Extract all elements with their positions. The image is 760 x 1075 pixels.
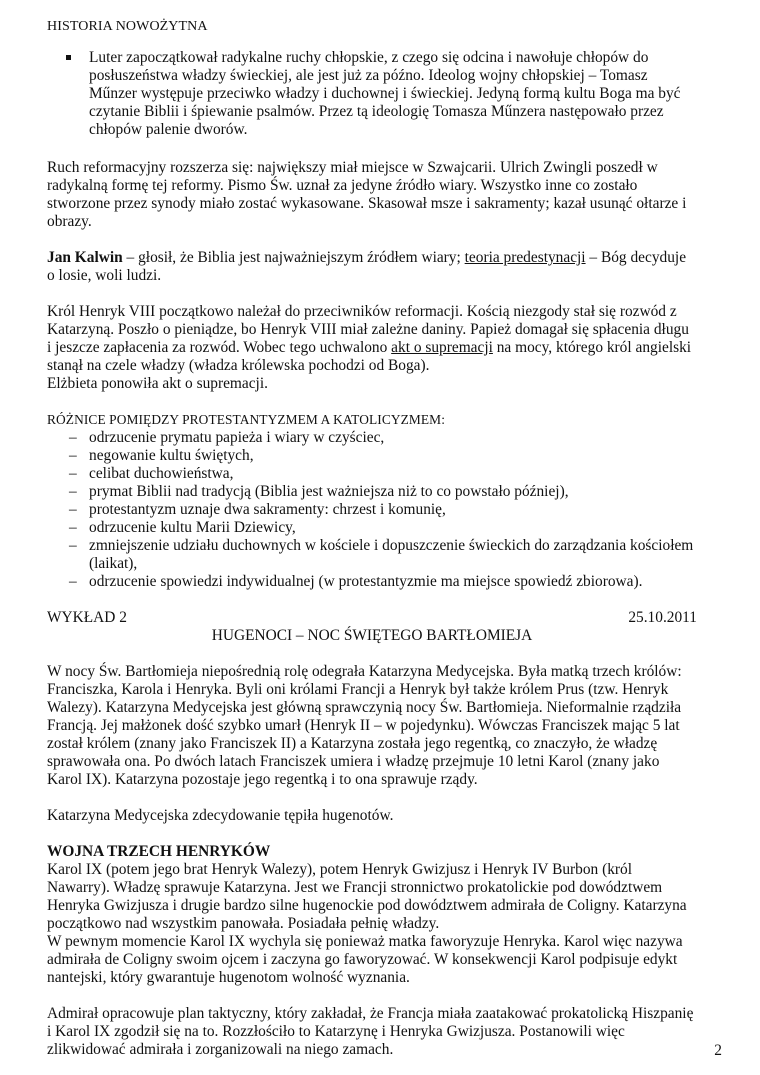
paragraph-zwingli: Ruch reformacyjny rozszerza się: największy miał miejsce w Szwajcarii. Ulrich Zwingli poszedł w radykalną formę tej reformy. Pismo Św. uznał za jedyne źródło wiary. Wszystko inne co zostało stworzone przez synody miało zostać wykasowane. Skasował msze i sakramenty; kazał usunąć ołtarze i obrazy. xyxy=(47,159,687,230)
kalwin-text-2: – Bóg decyduje o losie, woli ludzi. xyxy=(47,249,687,284)
dash-bullet-icon: – xyxy=(69,447,77,464)
war-heading-text: WOJNA TRZECH HENRYKÓW xyxy=(47,843,271,860)
dash-bullet-icon: – xyxy=(69,483,77,500)
list-item xyxy=(47,49,697,139)
dash-bullet-icon: – xyxy=(69,537,77,554)
lecture-title: HUGENOCI – NOC ŚWIĘTEGO BARTŁOMIEJA xyxy=(211,627,533,644)
list-item xyxy=(47,501,697,519)
list-item xyxy=(47,429,697,447)
intro-bullet-text: Luter zapoczątkował radykalne ruchy chłopskie, z czego się odcina i nawołuje chłopów do posłuszeństwa władzy świeckiej, ale jest już za późno. Ideolog wojny chłopskiej – Tomasz Műnzer występuje przeciwko władzy i duchownej i świeckiej. Jedyną formą kultu Boga ma być czytanie Biblii i śpiewanie psalmów. Przez tą ideologię Tomasza Műnzera następowało przez chłopów palenie dworów. xyxy=(89,49,681,138)
list-item xyxy=(47,573,697,591)
lecture-header-row xyxy=(47,609,697,627)
difference-text: odrzucenie spowiedzi indywidualnej (w protestantyzmie ma miejsce spowiedź zbiorowa). xyxy=(89,573,643,590)
difference-text: negowanie kultu świętych, xyxy=(89,447,254,464)
intro-bullet-list xyxy=(47,49,697,139)
lecture-label: WYKŁAD 2 xyxy=(47,609,127,626)
supremacy-act-link: akt o supremacji xyxy=(391,339,493,356)
dash-bullet-icon: – xyxy=(69,519,77,536)
paragraph-war-2: W pewnym momencie Karol IX wychyla się ponieważ matka faworyzuje Henryka. Karol więc nazywa admirała de Coligny swoim ojcem i zaczyna go faworyzować. W konsekwencji Karol podpisuje edykt nantejski, który gwarantuje hugenotom wolność wyznania. xyxy=(47,933,683,986)
kalwin-text-1: – głosił, że Biblia jest najważniejszym źródłem wiary; xyxy=(122,249,465,266)
square-bullet-icon xyxy=(66,55,71,60)
differences-list xyxy=(47,429,697,591)
dash-bullet-icon: – xyxy=(69,501,77,518)
henryk-text-1: Król Henryk VIII początkowo należał do przeciwników reformacji. Kością niezgody stał się rozwód z Katarzyną. Poszło o pieniądze, bo Henryk VIII miał zależne daniny. Papież domagał się spłacenia długu i jeszcze zapłacenia za rozwód. Wobec tego uchwalono xyxy=(47,303,689,356)
page-number: 2 xyxy=(714,1042,722,1059)
predestination-link: teoria predestynacji xyxy=(464,249,586,266)
paragraph-katarzyna: W nocy Św. Bartłomieja niepośrednią rolę odegrała Katarzyna Medycejska. Była matką trzech królów: Franciszka, Karola i Henryka. Byli oni królami Francji a Henryk był także królem Prus (tzw. Henryk Walezy). Katarzyna Medycejska jest główną sprawczynią nocy Św. Bartłomieja. Nieformalnie rządziła Francją. Jej małżonek dość szybko umarł (Henryk II – w pojedynku). Wówczas Franciszek mając 5 lat został królem (znany jako Franciszek II) a Katarzyna została jego regentką, co znaczyło, że władzę sprawowała ona. Po dwóch latach Franciszek umiera i władzę przejmuje 10 letni Karol (znany jako Karol IX). Katarzyna pozostaje jego regentką i to ona sprawuje rządy. xyxy=(47,663,682,788)
paragraph-admiral: Admirał opracowuje plan taktyczny, który zakładał, że Francja miała zaatakować prokatolicką Hiszpanię i Karol IX zgodził się na to. Rozzłościło to Katarzynę i Henryka Gwizjusza. Postanowili więc zlikwidować admirała i zorganizowali na niego zamach. xyxy=(47,1005,694,1058)
list-item xyxy=(47,483,697,501)
kalwin-name: Jan Kalwin xyxy=(47,249,123,266)
paragraph-kalwin xyxy=(47,249,697,285)
difference-text: odrzucenie prymatu papieża i wiary w czyściec, xyxy=(89,429,385,446)
list-item xyxy=(47,537,697,573)
paragraph-henryk xyxy=(47,303,697,375)
henryk-text-2: na mocy, którego król angielski stanął na czele władzy (władza królewska pochodzi od Boga). xyxy=(47,339,692,374)
difference-text: prymat Biblii nad tradycją (Biblia jest ważniejsza niż to co powstało później), xyxy=(89,483,569,500)
dash-bullet-icon: – xyxy=(69,573,77,590)
list-item xyxy=(47,465,697,483)
paragraph-war-1: Karol IX (potem jego brat Henryk Walezy), potem Henryk Gwizjusz i Henryk IV Burbon (król Nawarry). Władzę sprawuje Katarzyna. Jest we Francji stronnictwo prokatolickie pod dowództwem Henryka Gwizjusza i drugie bardzo silne hugenockie pod dowództwem admirała de Coligny. Katarzyna początkowo nad wszystkim panowała. Posiadała pełnię władzy. xyxy=(47,861,687,932)
document-page xyxy=(47,18,697,1059)
difference-text: celibat duchowieństwa, xyxy=(89,465,234,482)
list-item xyxy=(47,519,697,537)
dash-bullet-icon: – xyxy=(69,465,77,482)
paragraph-hugenoci: Katarzyna Medycejska zdecydowanie tępiła hugenotów. xyxy=(47,807,394,824)
dash-bullet-icon: – xyxy=(69,429,77,446)
war-heading xyxy=(47,843,697,861)
paragraph-elzbieta: Elżbieta ponowiła akt o supremacji. xyxy=(47,375,268,392)
difference-text: protestantyzm uznaje dwa sakramenty: chrzest i komunię, xyxy=(89,501,446,518)
lecture-date: 25.10.2011 xyxy=(628,609,697,626)
differences-heading: RÓŻNICE POMIĘDZY PROTESTANTYZMEM A KATOLICYZMEM: xyxy=(47,412,446,427)
difference-text: odrzucenie kultu Marii Dziewicy, xyxy=(89,519,296,536)
difference-text: zmniejszenie udziału duchownych w kościele i dopuszczenie świeckich do zarządzania kościołem (laikat), xyxy=(89,537,694,572)
list-item xyxy=(47,447,697,465)
document-header-title: HISTORIA NOWOŻYTNA xyxy=(47,19,208,34)
